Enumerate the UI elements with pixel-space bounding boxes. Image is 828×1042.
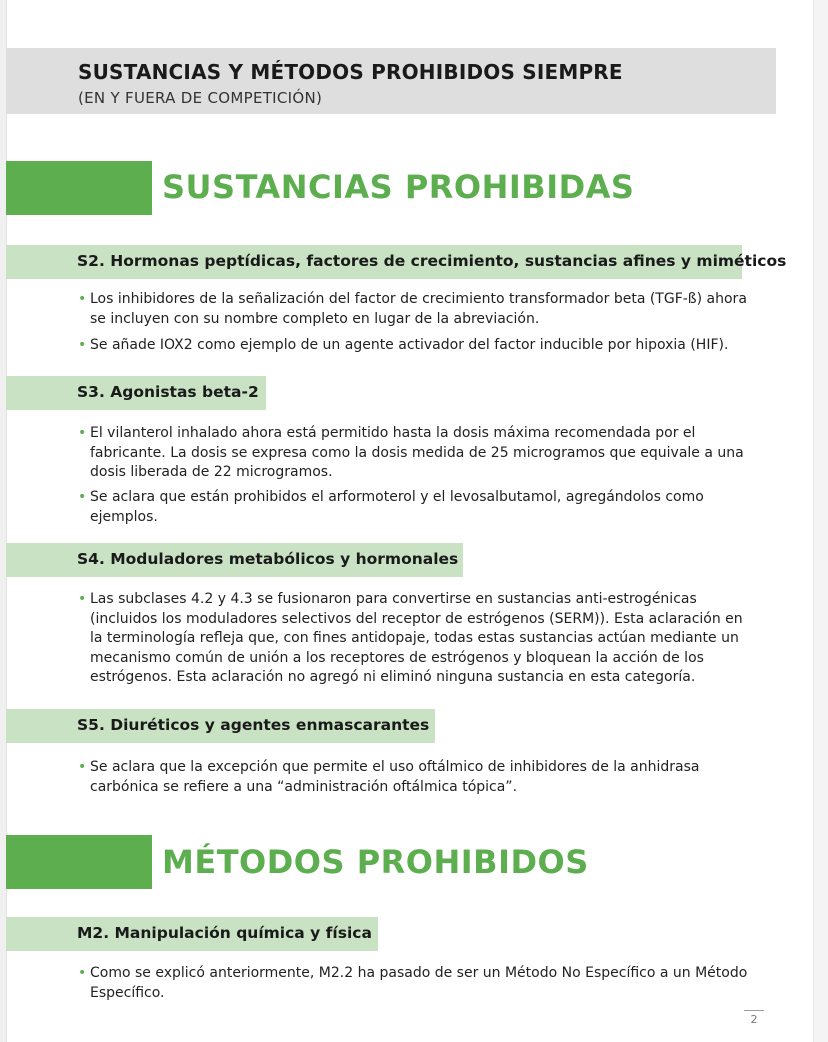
s5-bullet-1 bbox=[78, 758, 758, 797]
s4-bullet-1-text: Las subclases 4.2 y 4.3 se fusionaron para convertirse en sustancias anti-estrogénicas (incluidos los moduladores selectivos del receptor de estrógenos (SERM)). Esta aclaración en la terminología refleja que, con fines antidopaje, todas estas sustancias actúan mediante un mecanismo común de unión a los receptores de estrógenos y bloquean la acción de los estrógenos. Esta aclaración no agregó ni eliminó ninguna sustancia en esta categoría. bbox=[90, 591, 743, 685]
s3-bullet-2 bbox=[78, 488, 758, 527]
page-right-edge bbox=[813, 0, 828, 1042]
methods-section-marker bbox=[6, 835, 152, 889]
bullet-icon: • bbox=[78, 759, 87, 775]
substances-section-marker bbox=[6, 161, 152, 215]
m2-heading: M2. Manipulación química y física bbox=[6, 917, 378, 951]
bullet-icon: • bbox=[78, 337, 87, 353]
s3-bullet-1-text: El vilanterol inhalado ahora está permitido hasta la dosis máxima recomendada por el fabricante. La dosis se expresa como la dosis medida de 25 microgramos que equivale a una dosis liberada de 22 microgramos. bbox=[90, 425, 744, 480]
page-number: 2 bbox=[744, 1010, 764, 1026]
s3-heading: S3. Agonistas beta-2 bbox=[6, 376, 266, 410]
substances-section-title: SUSTANCIAS PROHIBIDAS bbox=[162, 168, 635, 206]
s3-bullet-1 bbox=[78, 424, 758, 483]
bullet-icon: • bbox=[78, 965, 87, 981]
page-header-subtitle: (EN Y FUERA DE COMPETICIÓN) bbox=[78, 89, 323, 107]
bullet-icon: • bbox=[78, 489, 87, 505]
s3-bullet-2-text: Se aclara que están prohibidos el arformoterol y el levosalbutamol, agregándolos como ejemplos. bbox=[90, 489, 704, 525]
s5-heading: S5. Diuréticos y agentes enmascarantes bbox=[6, 709, 435, 743]
s2-bullet-2 bbox=[78, 336, 758, 356]
bullet-icon: • bbox=[78, 291, 87, 307]
bullet-icon: • bbox=[78, 591, 87, 607]
m2-bullet-1 bbox=[78, 964, 758, 1003]
methods-section-title: MÉTODOS PROHIBIDOS bbox=[162, 843, 589, 881]
s5-bullet-1-text: Se aclara que la excepción que permite el uso oftálmico de inhibidores de la anhidrasa carbónica se refiere a una “administración oftálmica tópica”. bbox=[90, 759, 700, 795]
s2-bullet-2-text: Se añade IOX2 como ejemplo de un agente activador del factor inducible por hipoxia (HIF). bbox=[90, 337, 729, 353]
s4-bullet-1 bbox=[78, 590, 758, 688]
m2-bullet-1-text: Como se explicó anteriormente, M2.2 ha pasado de ser un Método No Específico a un Método Específico. bbox=[90, 965, 748, 1001]
s4-heading: S4. Moduladores metabólicos y hormonales bbox=[6, 543, 463, 577]
s2-bullet-1 bbox=[78, 290, 758, 329]
page-header-title: SUSTANCIAS Y MÉTODOS PROHIBIDOS SIEMPRE bbox=[78, 60, 623, 84]
bullet-icon: • bbox=[78, 425, 87, 441]
s2-heading: S2. Hormonas peptídicas, factores de crecimiento, sustancias afines y miméticos bbox=[6, 245, 742, 279]
s2-bullet-1-text: Los inhibidores de la señalización del factor de crecimiento transformador beta (TGF-ß) ahora se incluyen con su nombre completo en lugar de la abreviación. bbox=[90, 291, 747, 327]
